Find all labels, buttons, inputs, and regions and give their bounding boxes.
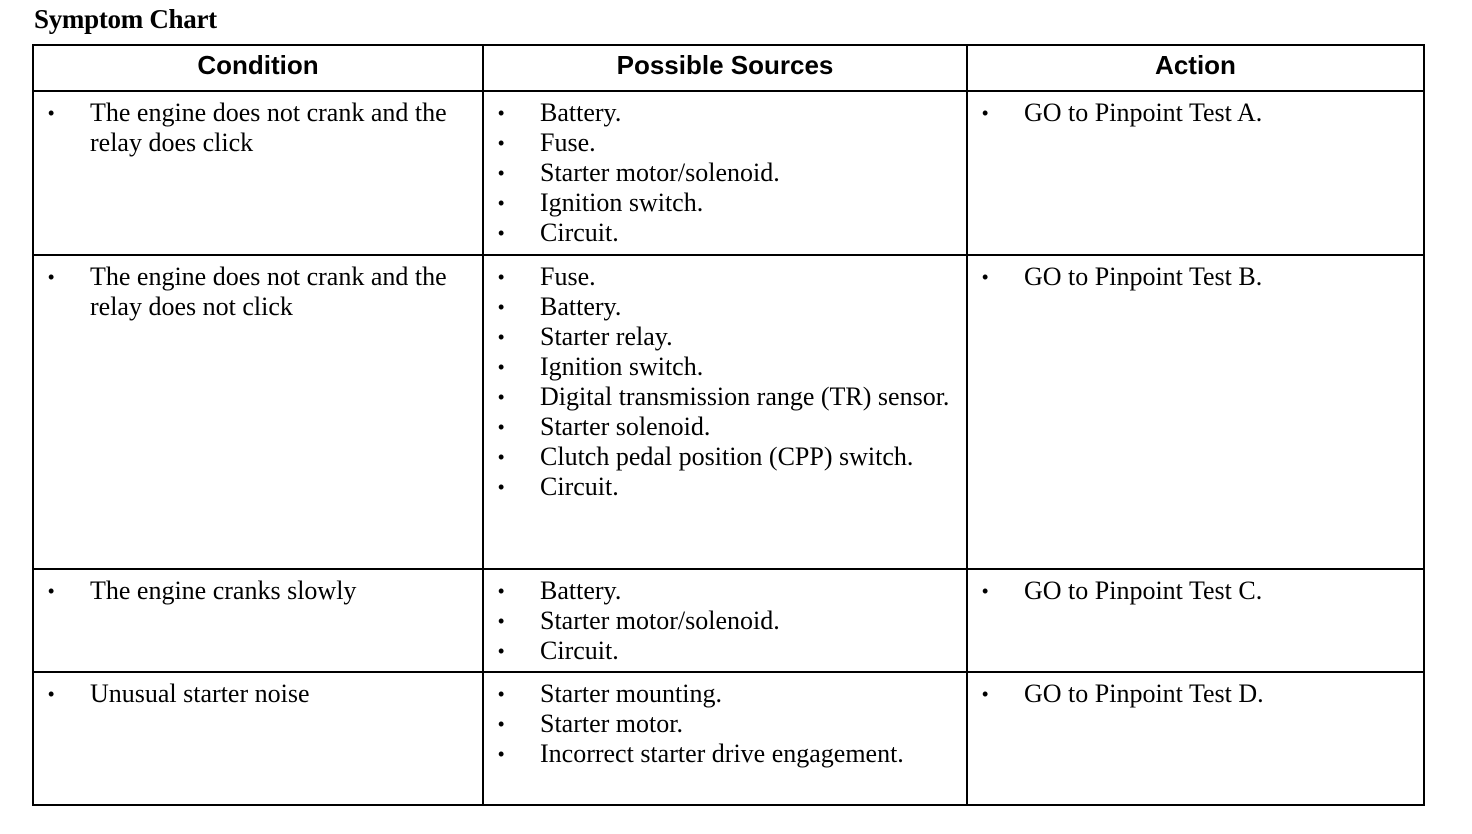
column-header-condition: Condition [33, 45, 483, 91]
bullet-icon: • [498, 193, 505, 213]
bullet-icon: • [498, 387, 505, 407]
table-row [33, 672, 1424, 805]
condition-text: Unusual starter noise [90, 679, 310, 708]
bullet-icon: • [498, 357, 505, 377]
list-item [484, 472, 958, 502]
action-text: GO to Pinpoint Test C. [1024, 576, 1263, 605]
list-item [484, 98, 958, 128]
bullet-icon: • [48, 581, 55, 601]
list-item [484, 442, 958, 472]
list-item [484, 606, 958, 636]
list-item [968, 679, 1415, 709]
sources-cell [483, 672, 967, 805]
bullet-icon: • [498, 447, 505, 467]
sources-cell [483, 91, 967, 255]
condition-cell [33, 255, 483, 569]
list-item [34, 262, 474, 322]
list-item [484, 322, 958, 352]
bullet-icon: • [498, 327, 505, 347]
table-row [33, 569, 1424, 672]
source-text: Fuse. [540, 262, 596, 291]
bullet-icon: • [982, 684, 989, 704]
source-text: Ignition switch. [540, 352, 704, 381]
source-text: Starter mounting. [540, 679, 722, 708]
source-text: Circuit. [540, 472, 619, 501]
condition-text: The engine does not crank and the relay does not click [90, 262, 447, 321]
action-text: GO to Pinpoint Test D. [1024, 679, 1264, 708]
list-item [968, 98, 1415, 128]
action-cell [967, 255, 1424, 569]
source-text: Starter motor/solenoid. [540, 158, 780, 187]
condition-text: The engine cranks slowly [90, 576, 357, 605]
source-text: Battery. [540, 98, 622, 127]
bullet-icon: • [982, 103, 989, 123]
table-row [33, 91, 1424, 255]
bullet-icon: • [498, 267, 505, 287]
list-item [968, 576, 1415, 606]
action-cell [967, 569, 1424, 672]
condition-cell [33, 91, 483, 255]
list-item [34, 679, 474, 709]
source-text: Clutch pedal position (CPP) switch. [540, 442, 914, 471]
bullet-icon: • [498, 417, 505, 437]
bullet-icon: • [48, 267, 55, 287]
column-header-action: Action [967, 45, 1424, 91]
source-text: Circuit. [540, 636, 619, 665]
source-text: Battery. [540, 576, 622, 605]
list-item [484, 576, 958, 606]
bullet-icon: • [982, 581, 989, 601]
list-item [484, 679, 958, 709]
condition-cell [33, 569, 483, 672]
source-text: Starter relay. [540, 322, 673, 351]
source-text: Starter motor/solenoid. [540, 606, 780, 635]
list-item [484, 218, 958, 248]
list-item [34, 576, 474, 606]
bullet-icon: • [498, 103, 505, 123]
source-text: Incorrect starter drive engagement. [540, 739, 904, 768]
action-cell [967, 672, 1424, 805]
page-title: Symptom Chart [34, 4, 217, 34]
list-item [34, 98, 474, 158]
bullet-icon: • [498, 581, 505, 601]
list-item [484, 158, 958, 188]
bullet-icon: • [498, 163, 505, 183]
bullet-icon: • [982, 267, 989, 287]
action-text: GO to Pinpoint Test A. [1024, 98, 1263, 127]
list-item [484, 739, 958, 769]
list-item [484, 709, 958, 739]
bullet-icon: • [498, 477, 505, 497]
table-row [33, 255, 1424, 569]
list-item [484, 262, 958, 292]
column-header-possible-sources: Possible Sources [483, 45, 967, 91]
list-item [968, 262, 1415, 292]
source-text: Fuse. [540, 128, 596, 157]
bullet-icon: • [498, 223, 505, 243]
header-row [33, 45, 1424, 91]
list-item [484, 636, 958, 666]
action-text: GO to Pinpoint Test B. [1024, 262, 1263, 291]
bullet-icon: • [498, 641, 505, 661]
source-text: Ignition switch. [540, 188, 704, 217]
sources-cell [483, 255, 967, 569]
bullet-icon: • [498, 297, 505, 317]
condition-cell [33, 672, 483, 805]
list-item [484, 188, 958, 218]
bullet-icon: • [498, 684, 505, 704]
list-item [484, 292, 958, 322]
source-text: Starter solenoid. [540, 412, 711, 441]
bullet-icon: • [498, 611, 505, 631]
bullet-icon: • [48, 103, 55, 123]
action-cell [967, 91, 1424, 255]
source-text: Starter motor. [540, 709, 683, 738]
bullet-icon: • [48, 684, 55, 704]
list-item [484, 352, 958, 382]
condition-text: The engine does not crank and the relay does click [90, 98, 447, 157]
list-item [484, 382, 958, 412]
symptom-table [32, 44, 1425, 806]
bullet-icon: • [498, 744, 505, 764]
source-text: Battery. [540, 292, 622, 321]
list-item [484, 128, 958, 158]
bullet-icon: • [498, 133, 505, 153]
source-text: Circuit. [540, 218, 619, 247]
bullet-icon: • [498, 714, 505, 734]
list-item [484, 412, 958, 442]
sources-cell [483, 569, 967, 672]
source-text: Digital transmission range (TR) sensor. [540, 382, 950, 411]
